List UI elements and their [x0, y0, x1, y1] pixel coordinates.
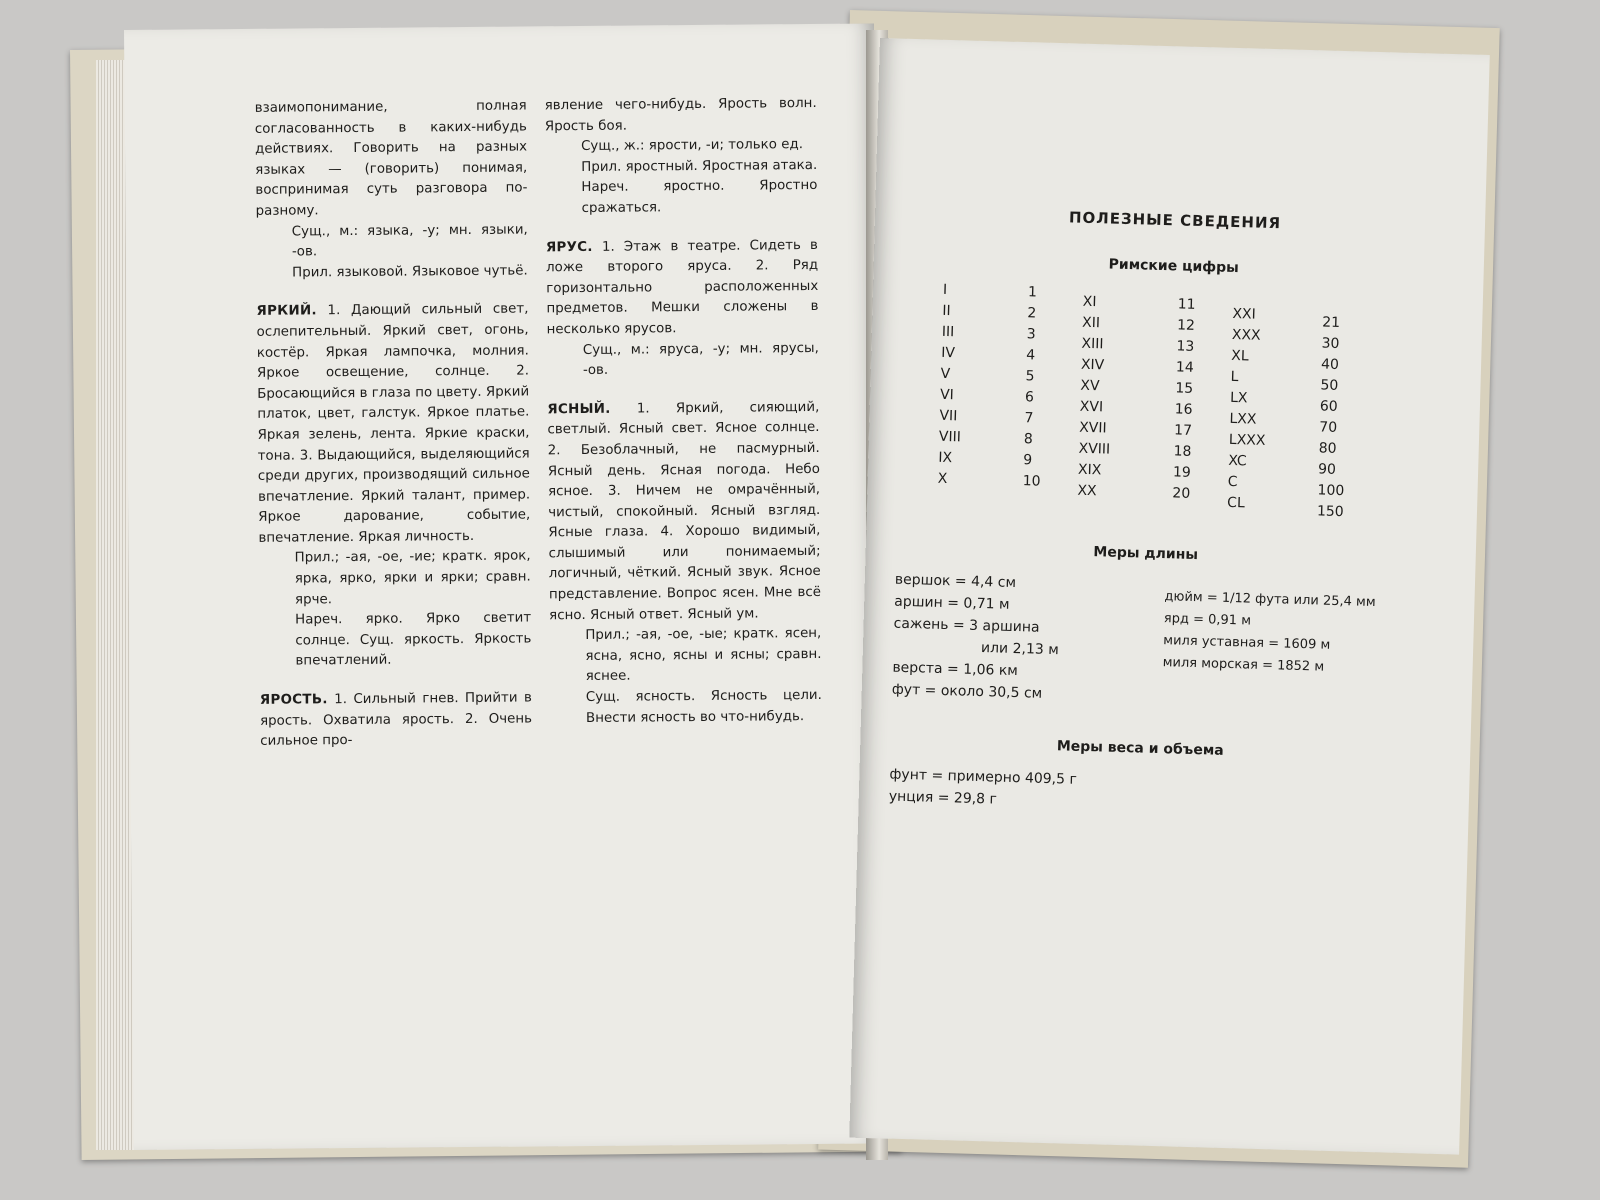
arabic-numeral: 20 [1172, 485, 1191, 502]
arabic-numeral: 14 [1175, 359, 1194, 376]
roman-column-3 [1227, 304, 1269, 515]
left-page-column-1 [255, 96, 533, 752]
roman-numeral: XV [1080, 377, 1100, 395]
length-measure: сажень = 3 аршина [893, 615, 1040, 636]
arabic-column-3 [1317, 312, 1350, 523]
entry-grammar-note: Сущ. ясность. Ясность цели. Внести ясность во что-нибудь. [585, 687, 822, 726]
roman-numeral: XL [1231, 347, 1249, 365]
entry-headword: ЯРОСТЬ. [259, 692, 328, 708]
entry-continuation: взаимопонимание, полная согласованность в каких-нибудь действиях. Говорить на разных языках — (говорить) понимая, воспринимая суть разговора по-разному. [254, 98, 528, 219]
length-measure: миля морская = 1852 м [1162, 655, 1325, 675]
roman-numeral: XX [1077, 482, 1097, 500]
arabic-numeral: 50 [1320, 377, 1339, 394]
roman-numeral: XVI [1079, 398, 1104, 416]
entry-grammar-note: Сущ., м.: языка, -у; мн. языки, -ов. [291, 222, 528, 260]
arabic-numeral: 30 [1321, 335, 1340, 352]
weight-measure: фунт = примерно 409,5 г [889, 766, 1078, 788]
arabic-numeral: 13 [1176, 338, 1195, 355]
dictionary-entry: ЯРКИЙ. 1. Дающий сильный свет, ослепительный. Яркий свет, огонь, костёр. Яркая лампочка, молния. Яркое освещение, солнце. 2. Бросающийся в глаза по цвету. Яркий платок, цвет, галстук. Яркое платье. Яркая зелень, лента. Яркие краски, тона. 3. Выдающийся, выделяющийся среди других, производящий сильное впечатление. Яркий талант, пример. Яркое дарование, событие, впечатление. Яркая личность. [256, 301, 531, 546]
entry-continuation: явление чего-нибудь. Ярость волн. Ярость боя. [544, 95, 817, 134]
arabic-numeral: 8 [1023, 431, 1033, 448]
roman-numeral: II [942, 302, 951, 320]
arabic-numeral: 5 [1025, 368, 1035, 385]
arabic-numeral: 100 [1317, 482, 1345, 500]
page-title: ПОЛЕЗНЫЕ СВЕДЕНИЯ [1068, 208, 1282, 233]
roman-numeral: X [937, 470, 948, 488]
roman-numeral: XXI [1232, 305, 1256, 323]
arabic-numeral: 150 [1316, 503, 1344, 521]
roman-numeral: C [1227, 473, 1238, 491]
roman-numeral: XII [1081, 314, 1101, 332]
entry-grammar-note: Прил. языковой. Языковое чутьё. [292, 263, 528, 281]
arabic-numeral: 40 [1320, 356, 1340, 373]
arabic-numeral: 3 [1026, 326, 1036, 343]
roman-numeral: LXXX [1228, 431, 1266, 449]
arabic-column-2 [1172, 294, 1196, 504]
weight-measure: унция = 29,8 г [888, 788, 998, 808]
entry-grammar-note: Прил. яростный. Яростная атака. Нареч. яростно. Яростно сражаться. [581, 157, 818, 216]
roman-numeral: XIX [1077, 461, 1102, 479]
roman-numeral: XIII [1081, 335, 1104, 353]
entry-grammar-note: Сущ., м.: яруса, -у; мн. ярусы, -ов. [582, 340, 819, 379]
entry-grammar-note: Нареч. ярко. Ярко светит солнце. Сущ. яркость. Яркость впечатлений. [295, 610, 532, 669]
roman-numeral: VII [939, 407, 958, 425]
entry-grammar-note: Прил.; -ая, -ое, -ие; кратк. ярок, ярка, ярко, ярки и ярки; сравн. ярче. [294, 548, 531, 608]
right-page [849, 38, 1489, 1155]
entry-headword: ЯРКИЙ. [256, 303, 317, 320]
roman-column-2 [1077, 292, 1114, 503]
entry-grammar-note: Прил.; -ая, -ое, -ые; кратк. ясен, ясна, ясно, ясны и ясны; сравн. яснее. [585, 626, 822, 685]
arabic-numeral: 1 [1027, 284, 1038, 301]
weight-measures-heading: Меры веса и объема [1056, 738, 1224, 759]
roman-numeral: V [940, 365, 951, 383]
left-page-column-2 [545, 94, 823, 730]
length-measure: миля уставная = 1609 м [1163, 633, 1331, 653]
arabic-numeral: 11 [1177, 296, 1196, 313]
roman-numeral: VI [939, 386, 954, 404]
arabic-numeral: 6 [1024, 389, 1035, 406]
arabic-numeral: 12 [1176, 317, 1196, 334]
length-measure: верста = 1,06 км [892, 659, 1019, 680]
roman-column-1 [937, 280, 965, 491]
roman-numeral: XXX [1231, 326, 1261, 344]
arabic-numeral: 21 [1322, 314, 1341, 331]
length-measure: вершок = 4,4 см [894, 571, 1017, 592]
entry-headword: ЯРУС. [545, 239, 593, 255]
roman-numeral: XVII [1078, 419, 1107, 437]
length-measure: аршин = 0,71 м [894, 593, 1010, 613]
weight-measures [889, 764, 1078, 813]
arabic-numeral: 19 [1172, 464, 1192, 481]
arabic-numeral: 80 [1318, 440, 1337, 457]
roman-numeral: I [942, 281, 948, 298]
length-measures-left [892, 569, 1061, 706]
arabic-numeral: 7 [1024, 410, 1034, 427]
dictionary-entry: ЯРУС. 1. Этаж в театре. Сидеть в ложе второго яруса. 2. Ряд горизонтально расположенных предметов. Мешки сложены в несколько ярусов. [545, 237, 819, 338]
arabic-numeral: 70 [1319, 419, 1338, 436]
arabic-numeral: 17 [1173, 422, 1193, 439]
roman-numeral: XI [1082, 293, 1097, 311]
length-measures-right [1162, 586, 1376, 680]
roman-numerals-heading: Римские цифры [1108, 256, 1240, 277]
arabic-numeral: 4 [1025, 347, 1036, 364]
arabic-numeral: 10 [1022, 473, 1041, 490]
roman-numeral: LX [1229, 389, 1248, 407]
entry-grammar-note: Сущ., ж.: ярости, -и; только ед. [580, 137, 804, 155]
dictionary-entry: ЯСНЫЙ. 1. Яркий, сияющий, светлый. Ясный свет. Ясное солнце. 2. Безоблачный, не пасмурный. Ясный день. Ясная погода. Небо ясное. 3. Ничем не омрачённый, чистый, спокойный. Ясный взгляд. Ясные глаза. 4. Хорошо видимый, слышимый или понимаемый; логичный, чёткий. Ясный звук. Ясное представление. Вопрос ясен. Мне всё ясно. Ясный ответ. Ясный ум. [547, 399, 822, 623]
roman-numeral: IV [941, 344, 956, 362]
roman-numeral: L [1230, 368, 1239, 386]
roman-numeral: CL [1226, 494, 1245, 512]
roman-numeral: XC [1228, 452, 1247, 470]
roman-numeral: XVIII [1078, 440, 1111, 458]
arabic-numeral: 9 [1023, 452, 1033, 469]
arabic-numeral: 60 [1319, 398, 1338, 415]
arabic-numeral: 15 [1175, 380, 1194, 397]
length-measure: ярд = 0,91 м [1163, 611, 1252, 629]
length-measure: фут = около 30,5 см [891, 681, 1043, 702]
entry-headword: ЯСНЫЙ. [547, 401, 611, 418]
length-measure: дюйм = 1/12 фута или 25,4 мм [1164, 589, 1376, 611]
dictionary-entry: ЯРОСТЬ. 1. Сильный гнев. Прийти в ярость. Охватила ярость. 2. Очень сильное про- [259, 690, 533, 750]
arabic-numeral: 18 [1173, 443, 1192, 460]
roman-numeral: LXX [1229, 410, 1257, 428]
arabic-numeral: 16 [1174, 401, 1193, 418]
arabic-numeral: 2 [1027, 305, 1037, 322]
roman-numeral: XIV [1080, 356, 1105, 374]
length-measures-heading: Меры длины [1093, 544, 1199, 564]
roman-numeral: VIII [938, 428, 962, 446]
roman-numeral: III [941, 323, 955, 341]
arabic-numeral: 90 [1317, 461, 1337, 478]
roman-numeral: IX [938, 449, 953, 467]
length-measure: или 2,13 м [980, 640, 1059, 659]
arabic-column-1 [1022, 282, 1046, 492]
left-page [124, 23, 884, 1150]
